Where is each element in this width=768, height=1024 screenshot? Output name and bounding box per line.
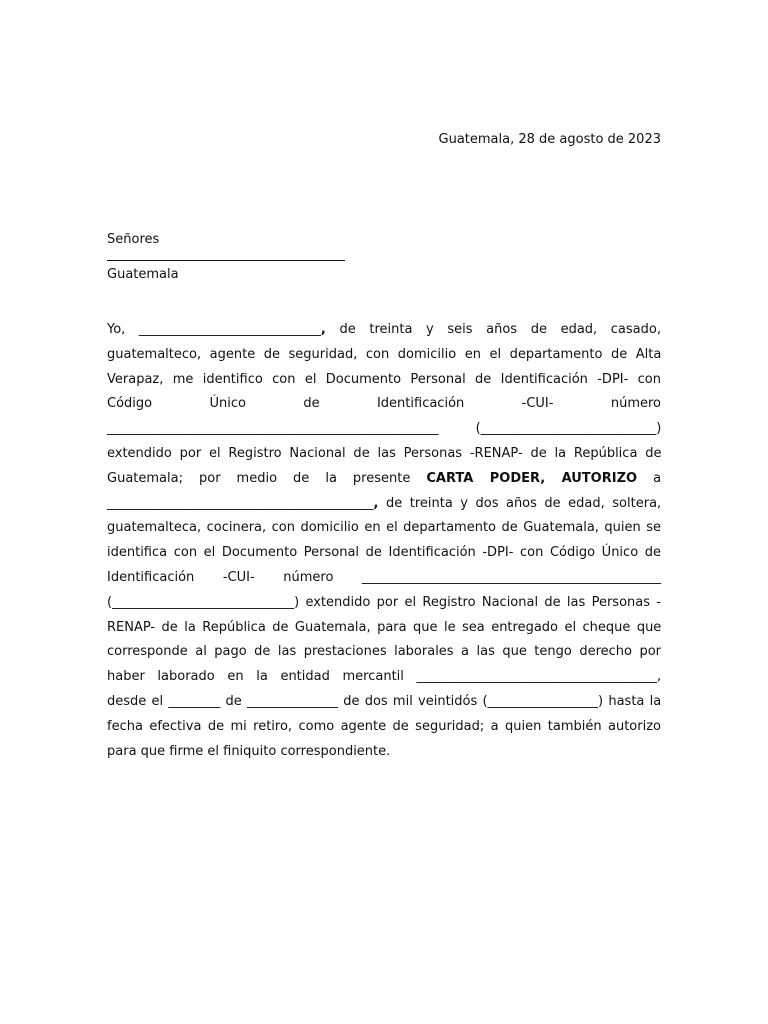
body-line: Yo, ____________________________, de treinta y seis años de edad, casado, — [107, 322, 661, 337]
body-line: fecha efectiva de mi retiro, como agente de seguridad; a quien también autorizo — [107, 718, 661, 734]
body-line: desde el ________ de ______________ de dos mil veintidós (_________________) hasta la — [107, 693, 662, 709]
body-line: Verapaz, me identifico con el Documento Personal de Identificación -DPI- con — [107, 371, 661, 387]
body-line: corresponde al pago de las prestaciones laborales a las que tengo derecho por — [107, 644, 661, 660]
body-line: identifica con el Documento Personal de Identificación -DPI- con Código Único de — [107, 545, 661, 561]
body-line: Identificación -CUI- número ______________________________________________ — [107, 569, 661, 585]
date-line: Guatemala, 28 de agosto de 2023 — [438, 132, 661, 147]
body-line: guatemalteca, cocinera, con domicilio en el departamento de Guatemala, quien se — [107, 520, 661, 536]
recipient-blank-line — [107, 248, 345, 261]
salutation: Señores — [107, 232, 160, 247]
body-line: ___________________________________________________ (___________________________) — [107, 421, 662, 437]
letter-body — [107, 318, 661, 764]
body-line: haber laborado en la entidad mercantil _____________________________________, — [107, 669, 662, 685]
body-line: para que firme el finiquito correspondiente. — [107, 743, 391, 759]
body-line: guatemalteco, agente de seguridad, con domicilio en el departamento de Alta — [107, 346, 662, 362]
body-line: extendido por el Registro Nacional de las Personas -RENAP- de la República de — [107, 445, 662, 461]
body-line: (____________________________) extendido por el Registro Nacional de las Personas - — [107, 594, 661, 610]
body-line: RENAP- de la República de Guatemala, para que le sea entregado el cheque que — [107, 619, 662, 635]
body-line: _________________________________________, de treinta y dos años de edad, soltera, — [107, 495, 662, 511]
addressee-block — [107, 232, 345, 283]
body-line: Código Único de Identificación -CUI- número — [107, 396, 661, 412]
carta-poder-autorizo: CARTA PODER, AUTORIZO — [426, 470, 638, 486]
body-line: Guatemala; por medio de la presente CARTA PODER, AUTORIZO a — [107, 470, 662, 486]
recipient-city: Guatemala — [107, 267, 179, 282]
